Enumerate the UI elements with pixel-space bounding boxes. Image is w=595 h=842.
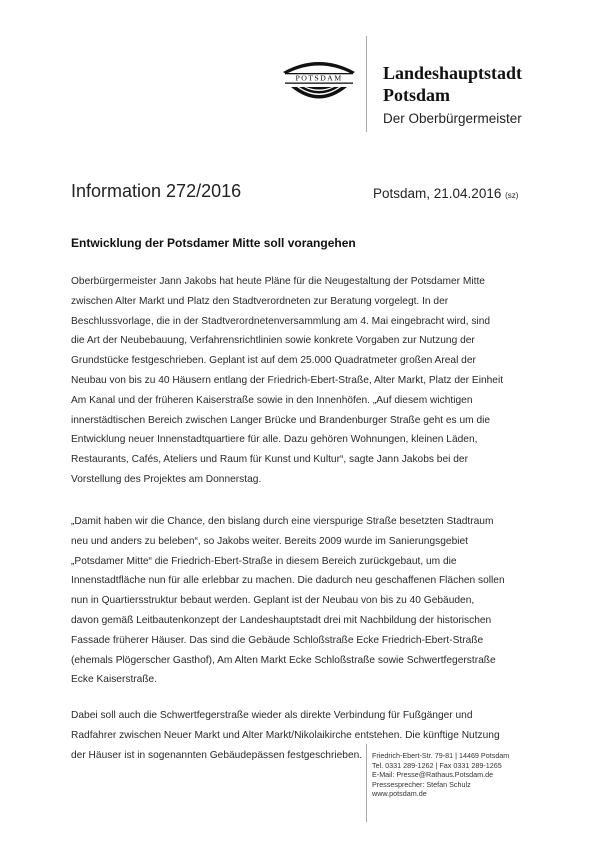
text-line: Ecke Kaiserstraße. [71,674,158,686]
date-text: Potsdam, 21.04.2016 [373,186,502,201]
header-divider-line [366,36,367,132]
footer-spokesperson: Pressesprecher: Stefan Schulz [372,779,471,789]
footer-email[interactable]: E-Mail: Presse@Rathaus.Potsdam.de [372,770,494,779]
information-number: Information 272/2016 [71,181,242,201]
text-line: (ehemals Plögerscher Gasthof), Am Alten Markt Ecke Schloßstraße sowie Schwertfegerstraße [71,654,496,666]
text-line: Am Kanal und der früheren Kaiserstraße sowie in den Innenhöfen. „Auf diesem wichtigen [71,394,473,406]
text-line: der Häuser ist in sogenannten Gebäudepässen festgeschrieben. [71,749,363,761]
footer-address: Friedrich-Ebert-Str. 79-81 | 14469 Potsdam [372,751,510,760]
paragraph-2 [71,512,551,690]
text-line: Restaurants, Cafés, Ateliers und Raum für Kunst und Kultur“, sagte Jann Jakobs bei der [71,454,468,466]
contact-footer [372,751,509,799]
text-line: Dabei soll auch die Schwertfegerstraße wieder als direkte Verbindung für Fußgänger und [71,710,473,721]
text-line: nun in Quartiersstruktur bebaut werden. Geplant ist der Neubau von bis zu 40 Gebäuden, [71,595,475,607]
text-line: Innenstadtfläche nun für alle erlebbar zu machen. Die dadurch neu geschaffenen Flächen sollen [71,575,505,587]
text-line: Oberbürgermeister Jann Jakobs hat heute Pläne für die Neugestaltung der Potsdamer Mitte [71,276,485,287]
footer-phone: Tel. 0331 289-1262 | Fax 0331 289-1265 [372,760,502,770]
text-line: Beschlussvorlage, die in der Stadtverordnetenversammlung am 4. Mai eingebracht wird, sind [71,315,491,327]
text-line: zwischen Alter Markt und Platz den Stadtverordneten zur Beratung vorgelegt. In der [71,295,449,307]
text-line: innerstädtischen Bereich zwischen Langer Brücke und Brandenburger Straße geht es um die [71,414,491,426]
author-code: (sz) [505,191,519,200]
logo-text: POTSDAM [295,73,343,83]
office-name: Der Oberbürgermeister [383,111,522,126]
text-line: „Potsdamer Mitte“ die Friedrich-Ebert-Straße in diesem Bereich zurückgebaut, um die [71,555,457,567]
footer-website[interactable]: www.potsdam.de [372,789,427,798]
text-line: neu und anders zu beleben“, so Jakobs weiter. Bereits 2009 wurde im Sanierungsgebiet [71,535,468,547]
text-line: „Damit haben wir die Chance, den bislang durch eine vierspurige Straße besetzten Stadtraum [71,516,494,527]
city-name-line2: Potsdam [383,85,450,105]
city-name-line1: Landeshauptstadt [383,63,523,83]
text-line: davon gemäß Leitbautenkonzept der Landeshauptstadt drei mit Nachbildung der historischen [71,614,492,626]
text-line: Fassade früherer Häuser. Das sind die Gebäude Schloßstraße Ecke Friedrich-Ebert-Straße [71,634,484,646]
text-line: Entwicklung neuer Innenstadtquartiere für alle. Dazu gehören Wohnungen, kleinen Läden, [71,434,478,446]
text-line: Vorstellung des Projektes am Donnerstag. [71,473,262,485]
issue-date [373,186,518,201]
text-line: Neubau von bis zu 40 Häusern entlang der Friedrich-Ebert-Straße, Alter Markt, Platz der Einheit [71,374,504,386]
text-line: Grundstücke festgeschrieben. Geplant ist auf dem 25.000 Quadratmeter großen Areal der [71,355,476,367]
text-line: Radfahrer zwischen Neuer Markt und Alter Markt/Nikolaikirche entstehen. Die künftige Nutzung [71,729,500,741]
press-release-title: Entwicklung der Potsdamer Mitte soll vorangehen [71,236,356,250]
paragraph-1 [71,272,551,490]
potsdam-logo [279,58,359,110]
footer-divider-line [366,744,367,822]
text-line: die Art der Neubebauung, Verfahrensrichtlinien sowie konkrete Vorgaben zur Nutzung der [71,335,475,347]
